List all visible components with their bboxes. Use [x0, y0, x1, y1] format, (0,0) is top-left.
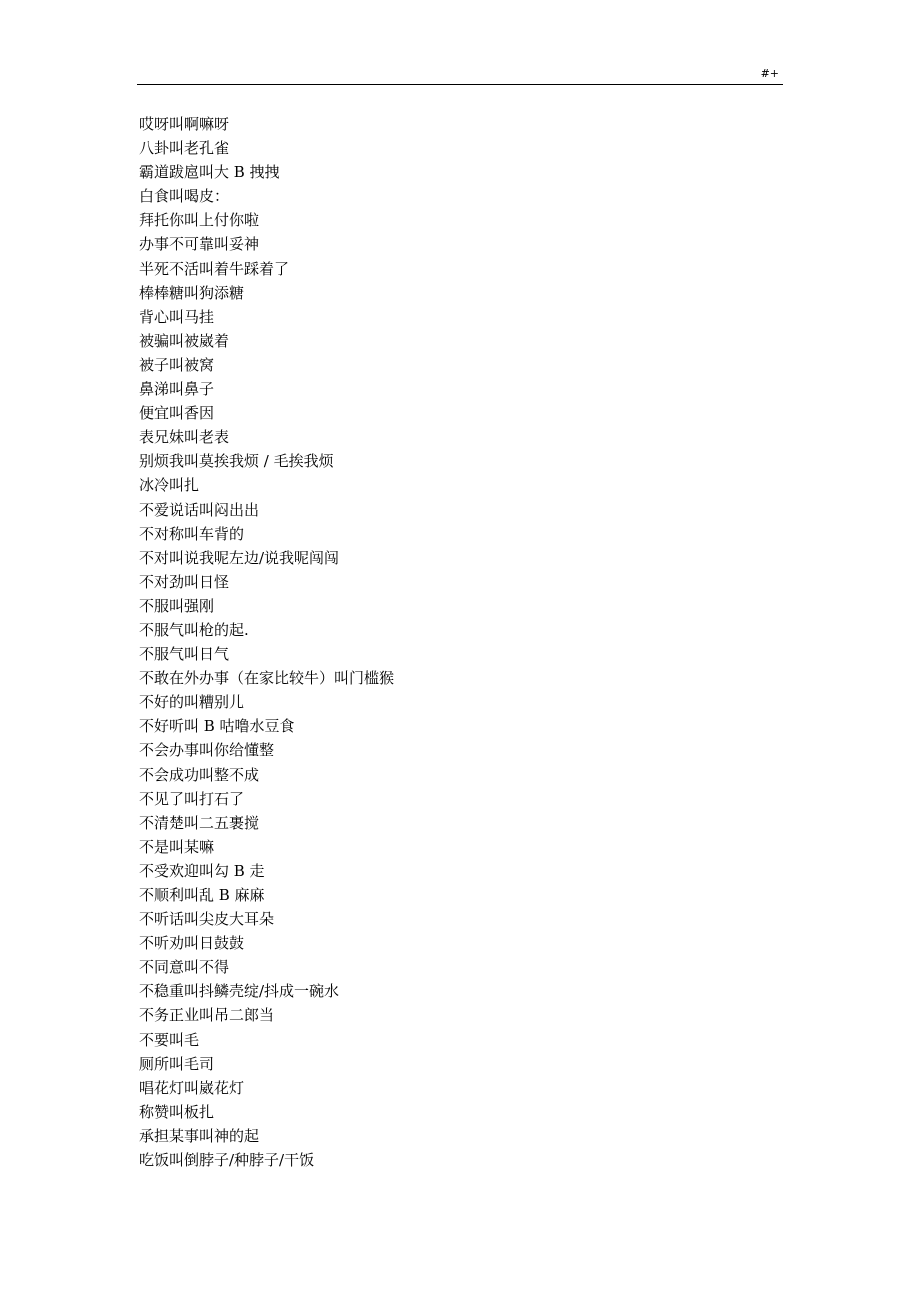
list-item: 鼻涕叫鼻子: [139, 380, 215, 399]
list-item: 不会成功叫整不成: [139, 765, 260, 784]
list-item: 不敢在外办事（在家比较牛）叫门槛猴: [139, 669, 395, 688]
list-item: 吃饭叫倒脖子/种脖子/干饭: [139, 1151, 315, 1170]
list-item: 不听劝叫日鼓鼓: [139, 934, 245, 953]
list-item: 不受欢迎叫勾 B 走: [139, 861, 265, 880]
list-item: 不顺利叫乱 B 麻麻: [139, 886, 265, 904]
list-item: 厕所叫毛司: [139, 1054, 215, 1073]
list-item: 唱花灯叫崴花灯: [139, 1078, 245, 1097]
list-item: 不会办事叫你给懂整: [139, 741, 275, 760]
list-item: 不是叫某嘛: [139, 837, 215, 856]
list-item: 半死不活叫着牛踩着了: [139, 259, 290, 278]
list-item: 办事不可靠叫妥神: [139, 235, 260, 254]
list-item: 不爱说话叫闷出出: [139, 500, 260, 519]
list-item: 不好的叫糟别儿: [139, 693, 245, 712]
list-item: 背心叫马挂: [139, 307, 215, 326]
list-item: 不同意叫不得: [139, 958, 230, 977]
list-item: 不服气叫日气: [139, 645, 230, 664]
entry-list: [139, 112, 779, 1172]
list-item: 不稳重叫抖鳞壳绽/抖成一碗水: [139, 982, 340, 1001]
list-item: 不对称叫车背的: [139, 524, 245, 543]
list-item: 不要叫毛: [139, 1030, 200, 1049]
list-item: 不清楚叫二五裹搅: [139, 813, 260, 832]
list-item: 不服叫强刚: [139, 596, 215, 615]
list-item: 被骗叫被崴着: [139, 331, 230, 350]
list-item: 表兄妹叫老表: [139, 428, 230, 447]
header-mark: #+: [760, 67, 779, 80]
list-item: 不对叫说我呢左边/说我呢闯闯: [139, 548, 340, 567]
list-item: 别烦我叫莫挨我烦 / 毛挨我烦: [139, 452, 334, 471]
list-item: 不对劲叫日怪: [139, 572, 230, 591]
list-item: 不务正业叫吊二郎当: [139, 1006, 275, 1025]
list-item: 冰冷叫扎: [139, 476, 200, 495]
list-item: 八卦叫老孔雀: [139, 139, 230, 158]
list-item: 承担某事叫神的起: [139, 1126, 260, 1145]
list-item: 不服气叫枪的起.: [139, 620, 249, 639]
list-item: 称赞叫板扎: [139, 1102, 215, 1121]
list-item: 白食叫喝皮：: [139, 187, 230, 206]
list-item: 不见了叫打石了: [139, 789, 245, 808]
list-item: 不听话叫尖皮大耳朵: [139, 910, 275, 929]
page-header: [137, 60, 783, 85]
list-item: 棒棒糖叫狗添糖: [139, 283, 245, 302]
list-item: 便宜叫香因: [139, 404, 215, 423]
list-item: 哎呀叫啊嘛呀: [139, 115, 230, 133]
list-item: 不好听叫 B 咕噜水豆食: [139, 717, 295, 736]
list-item: 被子叫被窝: [139, 355, 215, 374]
list-item: 霸道跋扈叫大 B 拽拽: [139, 163, 280, 182]
list-item: 拜托你叫上付你啦: [139, 211, 260, 230]
